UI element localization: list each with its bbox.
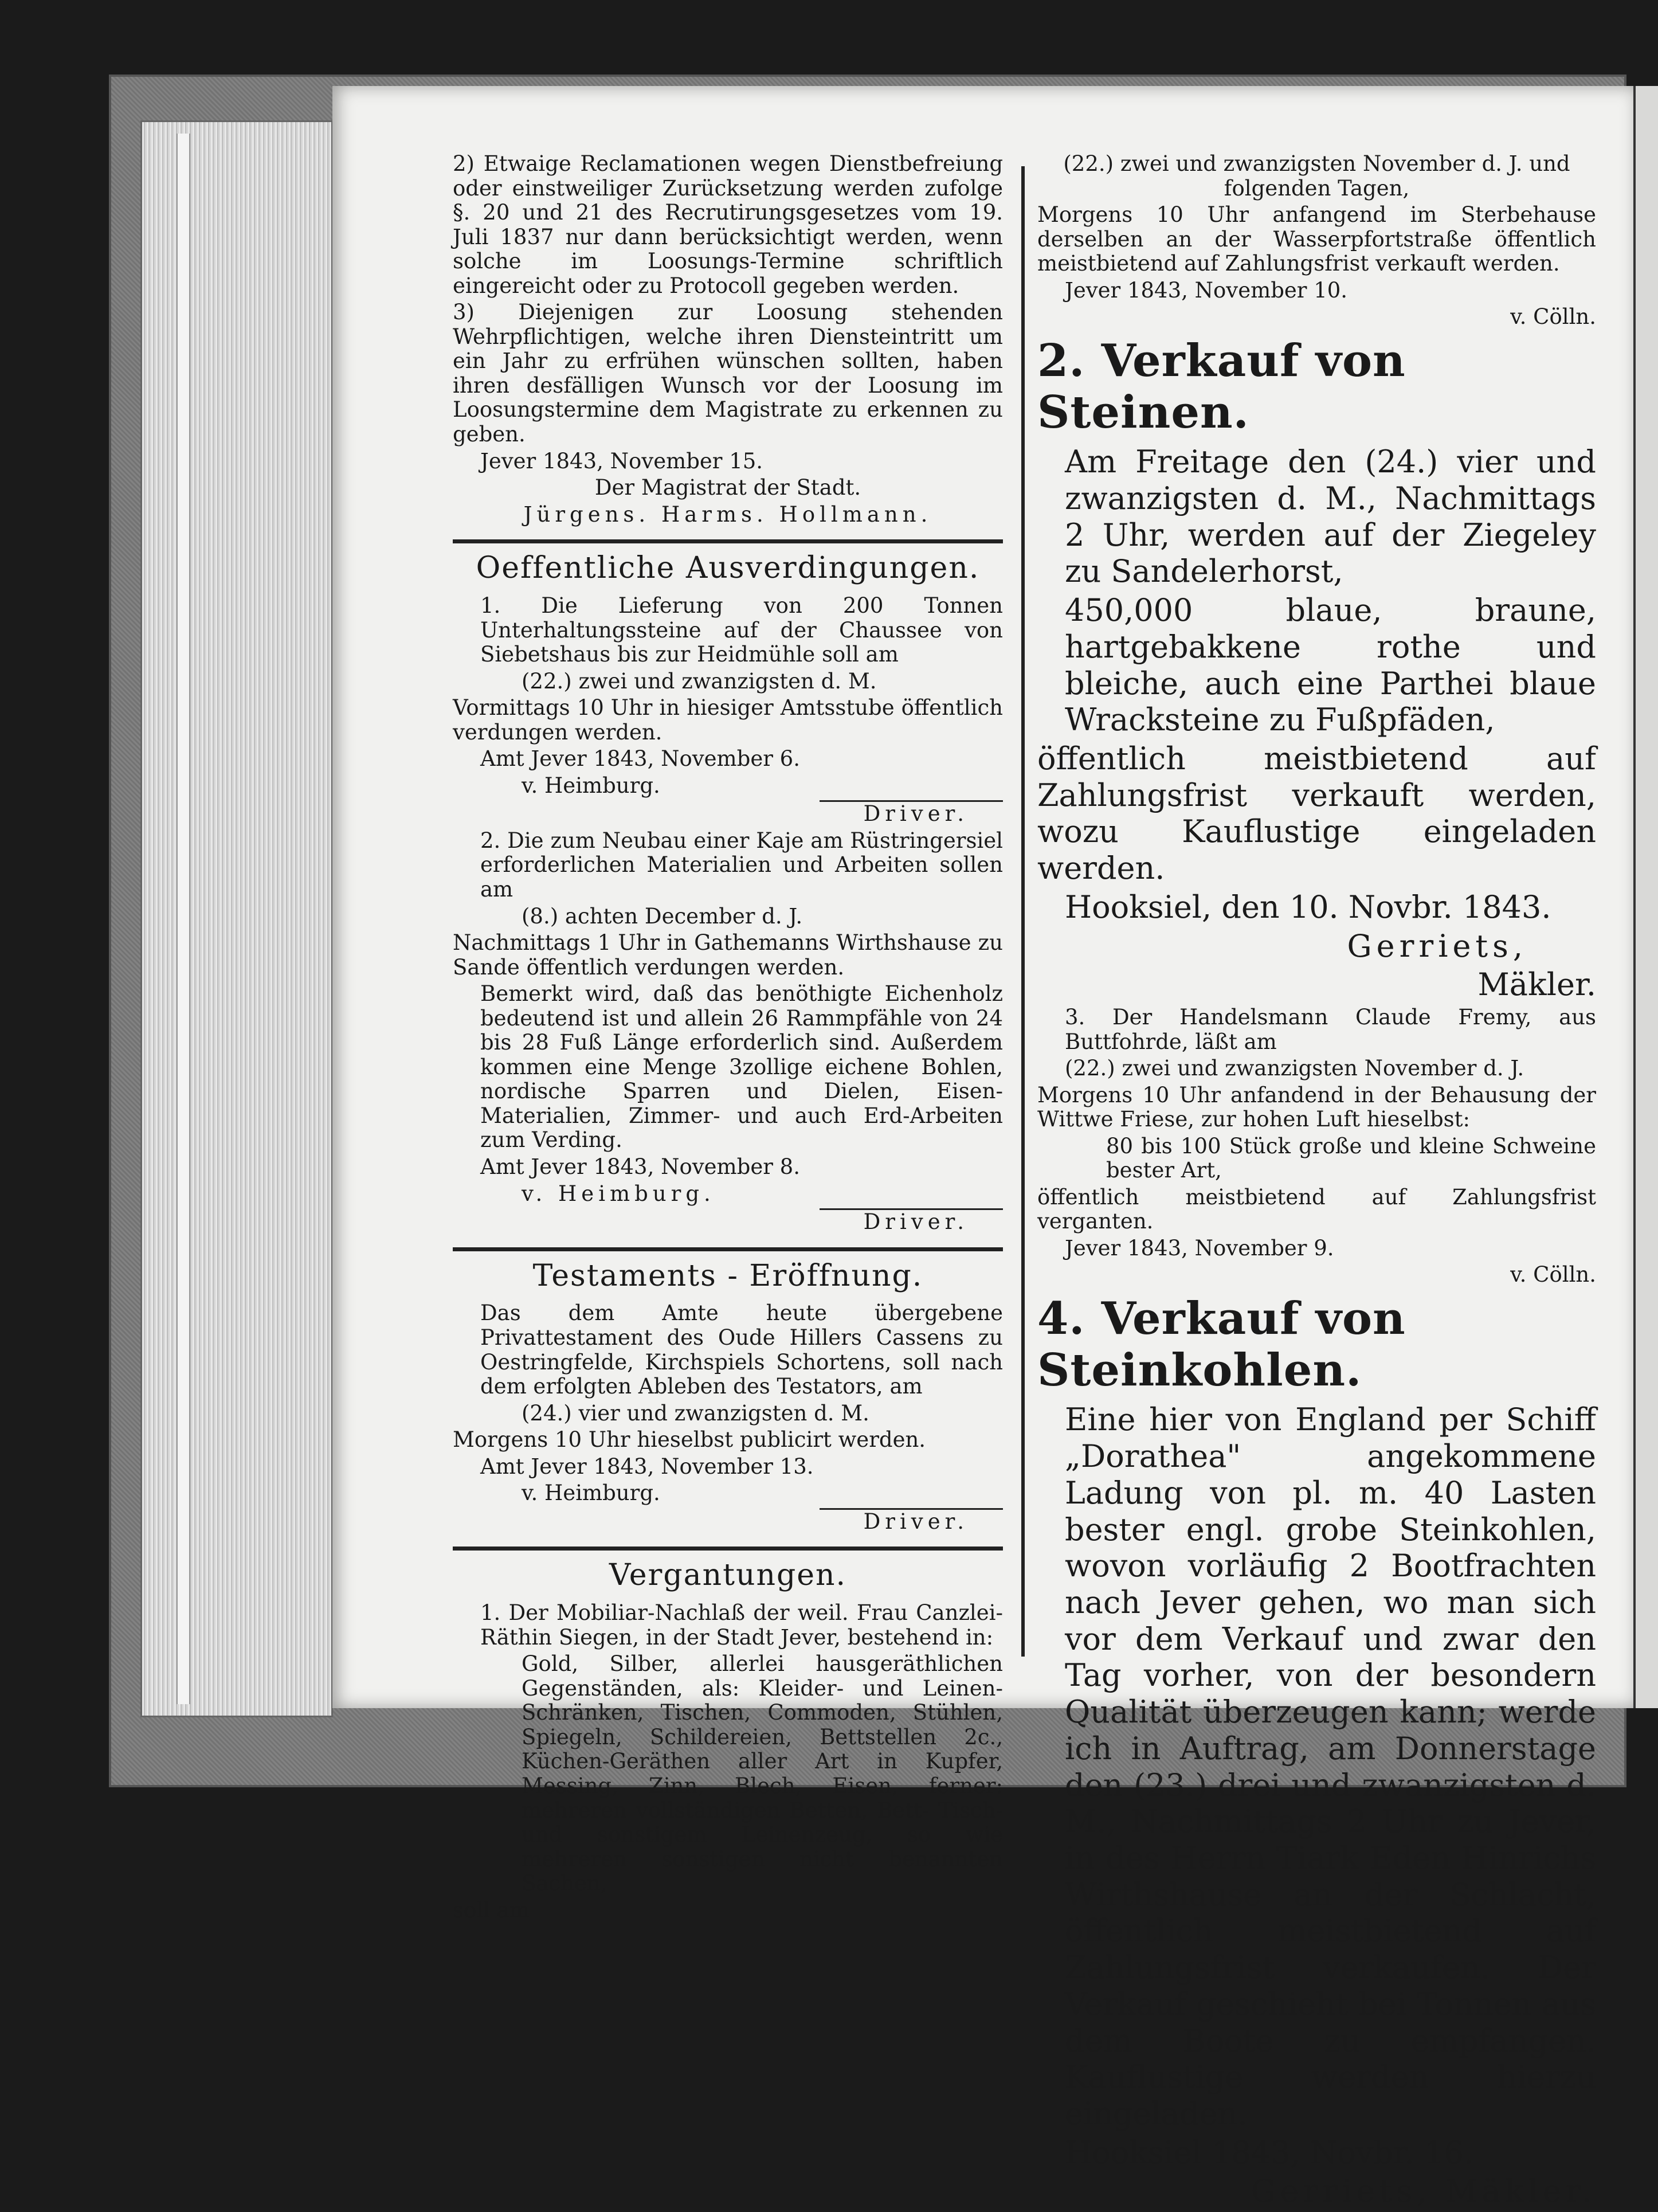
verg1-soll-am: soll am — [453, 1897, 530, 1923]
kohlen-signature: Gerriets, Mäkler. — [1251, 2173, 1596, 2210]
paragraph-item-2: 2) Etwaige Reclamationen wegen Dienstbefreiung oder einstweiliger Zurücksetzung werden zufolge §. 20 und 21 des Recrutirungsgesetzes vom 19. Juli 1837 nur dann berücksichtigt werden, wenn solche im Loosungs-Termine schriftlich eingereicht oder zu Protocoll gegeben werden. — [453, 151, 1003, 298]
right-column — [1037, 152, 1596, 2212]
item3-goods: 80 bis 100 Stück große und kleine Schweine bester Art, — [1106, 1133, 1596, 1183]
paragraph-item-3: 3) Diejenigen zur Loosung stehenden Wehrpflichtigen, welche ihren Diensteintritt um ein Jahr zu erfrühen wünschen sollten, haben ihren desfälligen Wunsch vor der Loosung im Loosungstermine dem Magistrate zu erkennen zu geben. — [453, 300, 1003, 447]
steinen-signature-1: Gerriets, — [1347, 927, 1527, 964]
item3-date: Jever 1843, November 9. — [1065, 1235, 1334, 1260]
date-line: Jever 1843, November 15. — [480, 448, 763, 473]
page-stack-edge — [140, 120, 333, 1717]
aus2-text: 2. Die zum Neubau einer Kaje am Rüstringersiel erforderlichen Materialien und Arbeiten sollen am — [480, 828, 1003, 902]
heading-testament: Testaments - Eröffnung. — [532, 1258, 923, 1293]
item3-text: 3. Der Handelsmann Claude Fremy, aus Buttfohrde, läßt am — [1065, 1004, 1596, 1054]
cont-signature: v. Cölln. — [1510, 304, 1596, 330]
aus2-date-phrase: (8.) achten December d. J. — [522, 903, 803, 929]
test-time: Morgens 10 Uhr hieselbst publicirt werden. — [453, 1427, 926, 1453]
signers-line: Jürgens. Harms. Hollmann. — [523, 502, 932, 527]
test-signature-2: Driver. — [863, 1509, 969, 1534]
test-date-phrase: (24.) vier und zwanzigsten d. M. — [522, 1400, 869, 1426]
test-text: Das dem Amte heute übergebene Privattestament des Oude Hillers Cassens zu Oestringfelde, Kirchspiels Schortens, soll nach dem erfolgten Ableben des Testators, am — [480, 1301, 1003, 1399]
steinen-date: Hooksiel, den 10. Novbr. 1843. — [1065, 888, 1551, 925]
section-rule — [453, 539, 1003, 543]
page-edge-strip — [177, 134, 190, 1704]
steinen-signature-2: Mäkler. — [1477, 966, 1596, 1003]
heading-vergantungen: Vergantungen. — [609, 1558, 847, 1593]
heading-verkauf-steinkohlen: 4. Verkauf von Steinkohlen. — [1037, 1293, 1406, 1396]
cont-text: Morgens 10 Uhr anfangend im Sterbehause derselben an der Wasserpfortstraße öffentlich meistbietend auf Zahlungsfrist verkauft werden. — [1037, 202, 1596, 276]
next-page-edge — [1633, 86, 1658, 1708]
aus2-signature-1: v. Heimburg. — [522, 1181, 715, 1206]
cont-date: Jever 1843, November 10. — [1065, 277, 1348, 303]
aus1-date: Amt Jever 1843, November 6. — [480, 746, 800, 772]
cont-date-phrase: (22.) zwei und zwanzigsten November d. J. und folgenden Tagen, — [1063, 151, 1570, 201]
magistrat-line: Der Magistrat der Stadt. — [594, 475, 861, 500]
heading-verkauf-steinen: 2. Verkauf von Steinen. — [1037, 334, 1406, 439]
verg1-text: 1. Der Mobiliar-Nachlaß der weil. Frau Canzlei-Räthin Siegen, in der Stadt Jever, bestehend in: — [480, 1600, 1003, 1650]
aus1-signature-2: Driver. — [863, 801, 969, 827]
kohlen-text: Eine hier von England per Schiff „Dorathea" angekommene Ladung von pl. m. 40 Lasten bester engl. grobe Steinkohlen, wovon vorläufig 2 Bootfrachten nach Jever gehen, wo man sich vor dem Verkauf und zwar den Tag vorher, von der besondern Qualität überzeugen kann; werde ich in Auftrag, am Donnerstage den (23.) drei und zwanzigsten d. M., Nachmittags 2 Uhr zu Jever, in des Herrn Tiark Eden Hinrichs Wirthshause an der Schlacht, öffentlich meistbietend auf Zahlungsfrist verkaufen. Der Verkauf geschieht bei Tonnen aus dem Boote zu empfangen. Kauflustige werden hierzu eingeladen. — [1065, 1401, 1596, 2132]
aus1-signature-1: v. Heimburg. — [522, 773, 660, 798]
left-column — [453, 152, 1003, 1925]
item3-date-phrase: (22.) zwei und zwanzigsten November d. J. — [1065, 1056, 1524, 1081]
item3-signature: v. Cölln. — [1510, 1262, 1596, 1287]
section-rule — [453, 1547, 1003, 1551]
test-date: Amt Jever 1843, November 13. — [480, 1454, 814, 1479]
steinen-text-2: öffentlich meistbietend auf Zahlungsfrist verkauft werden, wozu Kauflustige eingeladen werden. — [1037, 740, 1596, 887]
aus1-date-phrase: (22.) zwei und zwanzigsten d. M. — [522, 668, 877, 694]
aus1-time: Vormittags 10 Uhr in hiesiger Amtsstube öffentlich verdungen werden. — [453, 695, 1003, 745]
aus2-signature-2: Driver. — [863, 1209, 969, 1235]
kohlen-date: Hooksiel 1843, Novbr. 16. — [1065, 2134, 1473, 2171]
steinen-list: 450,000 blaue, braune, hartgebakkene rothe und bleiche, auch eine Parthei blaue Wracksteine zu Fußpfäden, — [1065, 592, 1596, 738]
column-divider — [1021, 166, 1025, 1657]
aus1-text: 1. Die Lieferung von 200 Tonnen Unterhaltungssteine auf der Chaussee von Siebetshaus bis zur Heidmühle soll am — [480, 593, 1003, 667]
section-rule — [453, 1247, 1003, 1251]
item3-text-2: öffentlich meistbietend auf Zahlungsfrist verganten. — [1037, 1184, 1596, 1234]
aus2-time: Nachmittags 1 Uhr in Gathemanns Wirthshause zu Sande öffentlich verdungen werden. — [453, 930, 1003, 980]
aus2-note: Bemerkt wird, daß das benöthigte Eichenholz bedeutend ist und allein 26 Rammpfähle von 24 bis 28 Fuß Länge erforderlich sind. Außerdem kommen eine Menge 3zollige eichene Bohlen, nordische Sparren und Dielen, Eisen-Materialien, Zimmer- und auch Erd-Arbeiten zum Verding. — [480, 981, 1003, 1153]
verg1-list: Gold, Silber, allerlei hausgeräthlichen Gegenständen, als: Kleider- und Leinen-Schränken, Tischen, Commoden, Stühlen, Spiegeln, Schildereien, Bettstellen 2c., Küchen-Geräthen aller Art in Kupfer, Messing, Zinn, Blech, Eisen, ferner: mehreren vollständigen Betten, Bett- Tisch- und sonstigem Leinenzeug, so wie mehreren sonstigen nicht benannten Sachen, — [522, 1651, 1003, 1896]
steinen-text: Am Freitage den (24.) vier und zwanzigsten d. M., Nachmittags 2 Uhr, werden auf der Ziegeley zu Sandelerhorst, — [1065, 444, 1596, 590]
heading-ausverdingungen: Oeffentliche Ausverdingungen. — [476, 551, 980, 586]
test-signature-1: v. Heimburg. — [522, 1481, 660, 1506]
item3-time: Morgens 10 Uhr anfandend in der Behausung der Wittwe Friese, zur hohen Luft hieselbst: — [1037, 1082, 1596, 1132]
aus2-date: Amt Jever 1843, November 8. — [480, 1154, 800, 1180]
